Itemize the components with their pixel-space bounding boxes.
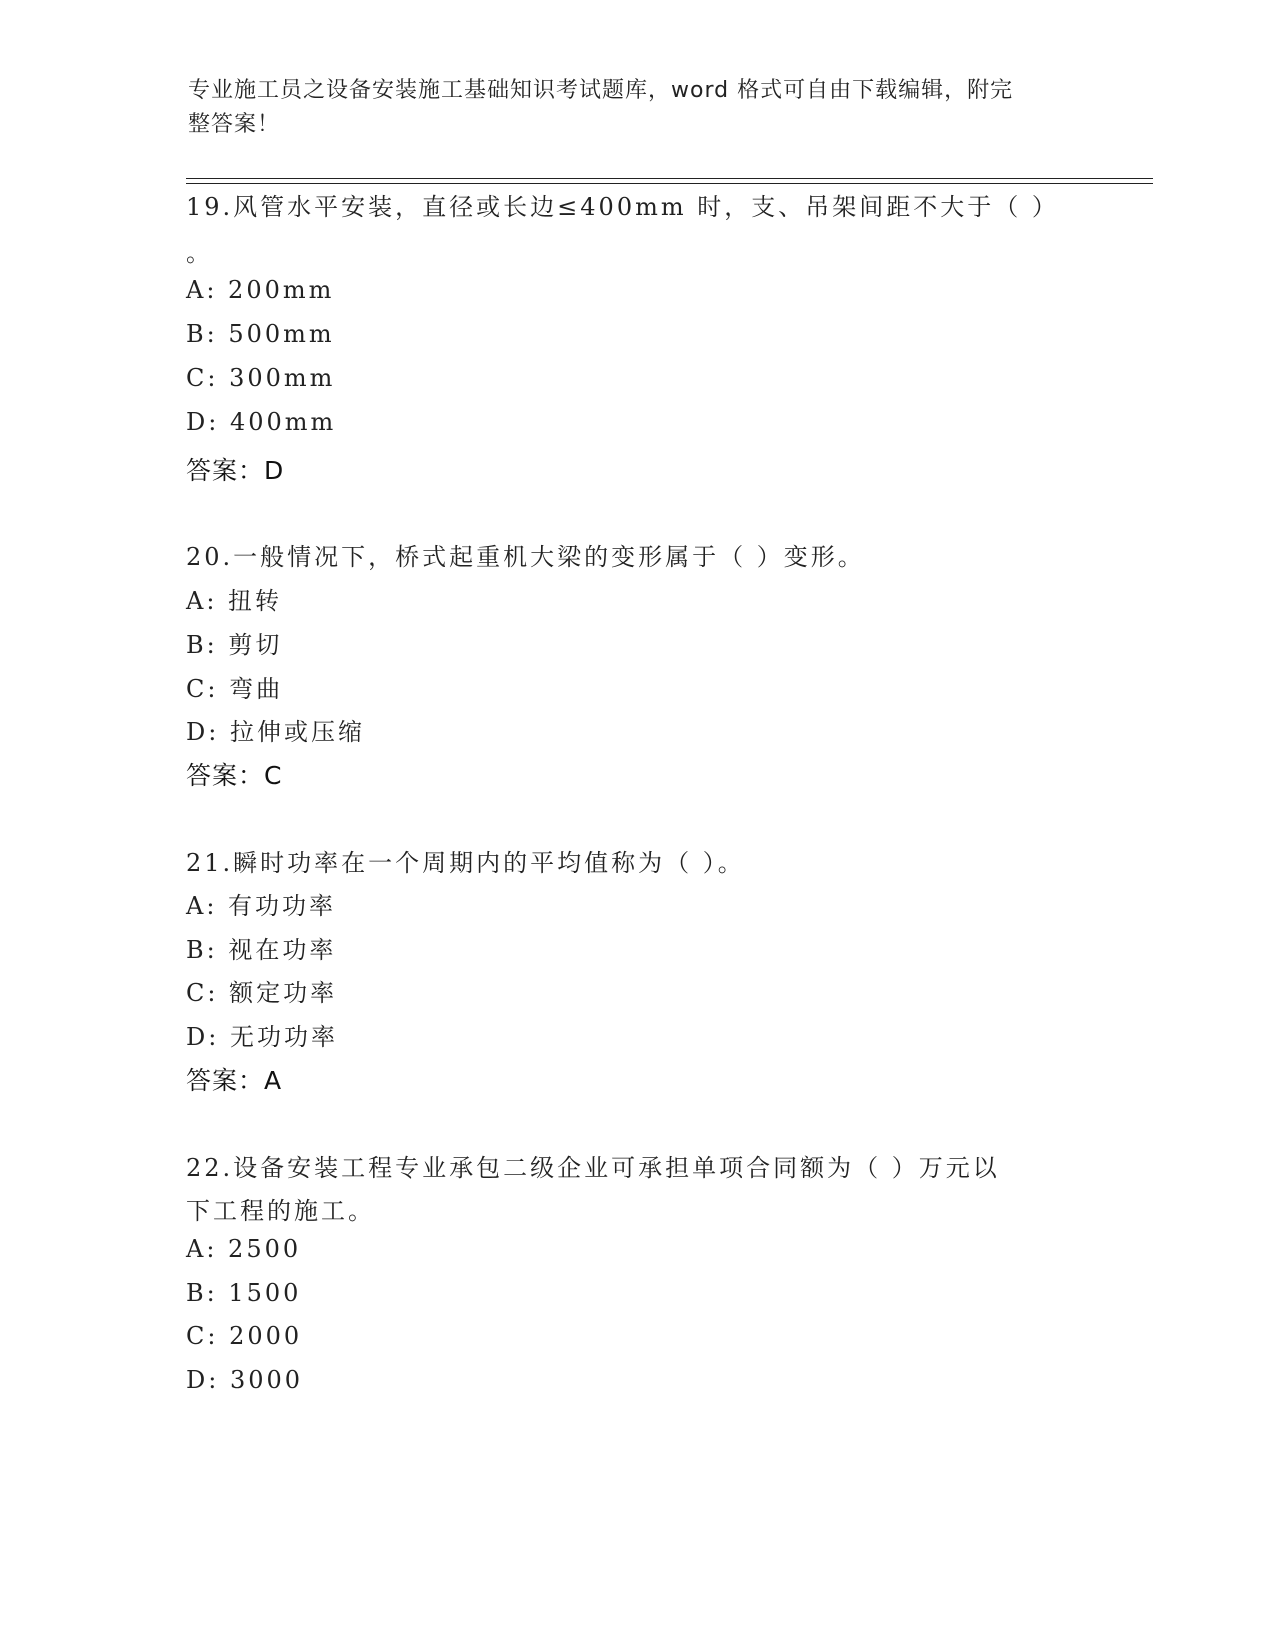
option-d: D: 3000: [186, 1366, 304, 1394]
option-c: C: 300mm: [186, 364, 336, 392]
option-b: B: 视在功率: [186, 936, 337, 964]
option-b: B: 剪切: [186, 631, 283, 659]
option-a: A: 有功功率: [186, 892, 337, 920]
option-d: D: 400mm: [186, 408, 337, 436]
option-a: A: 200mm: [186, 276, 335, 304]
option-b: B: 500mm: [186, 320, 335, 348]
option-d: D: 无功功率: [186, 1023, 338, 1051]
answer-line: 答案：A: [186, 1066, 283, 1095]
intro-line-2: 整答案！: [188, 112, 281, 137]
question-stem: 21.瞬时功率在一个周期内的平均值称为（ ）。: [186, 849, 745, 877]
option-c: C: 弯曲: [186, 675, 284, 703]
answer-line: 答案：C: [186, 761, 283, 790]
intro-line-1: 专业施工员之设备安装施工基础知识考试题库，word 格式可自由下载编辑，附完: [188, 78, 1014, 103]
question-stem: 22.设备安装工程专业承包二级企业可承担单项合同额为（ ）万元以: [186, 1154, 1000, 1182]
answer-line: 答案：D: [186, 456, 285, 485]
question-stem: 20.一般情况下，桥式起重机大梁的变形属于（ ）变形。: [186, 543, 865, 571]
question-stem-continuation: 。: [186, 239, 213, 267]
option-d: D: 拉伸或压缩: [186, 718, 365, 746]
option-a: A: 2500: [186, 1235, 302, 1263]
option-c: C: 额定功率: [186, 979, 338, 1007]
option-b: B: 1500: [186, 1279, 302, 1307]
question-stem: 19.风管水平安装，直径或长边≤400mm 时，支、吊架间距不大于（ ）: [186, 193, 1059, 221]
header-divider-top: [186, 178, 1153, 179]
question-stem-continuation: 下工程的施工。: [186, 1197, 375, 1225]
document-intro: [188, 74, 1068, 142]
option-c: C: 2000: [186, 1322, 303, 1350]
option-a: A: 扭转: [186, 587, 283, 615]
header-divider-bottom: [186, 183, 1153, 184]
